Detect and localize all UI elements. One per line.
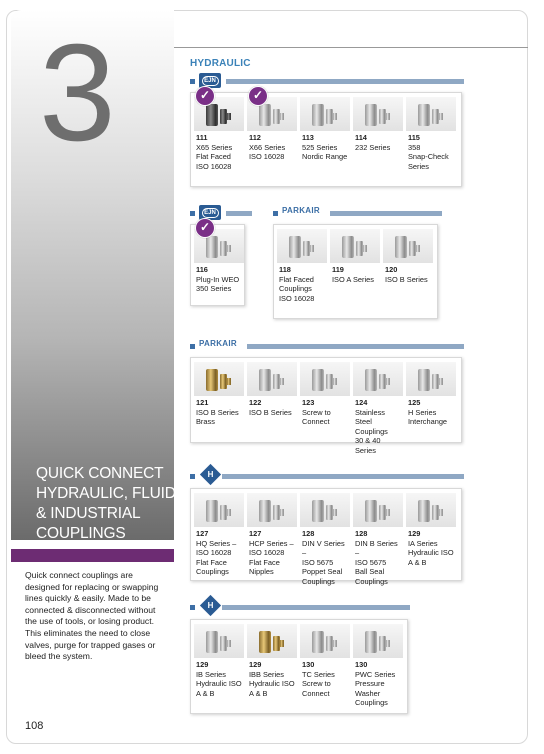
product-tile[interactable] [247,97,297,162]
coupling-part-shape [326,636,333,651]
product-image [247,624,297,658]
coupling-icon [308,100,342,128]
product-description-line: Stainless Steel [355,407,385,426]
product-description-line: ISO 16028 [249,152,285,161]
product-description-line: Hydraulic ISO [249,679,295,688]
product-image [300,493,350,527]
product-description-line: IA Series [408,538,438,548]
product-label [277,263,327,303]
product-label [300,527,350,586]
category-heading: HYDRAULIC [190,58,251,69]
product-description-line: 232 Series [355,142,391,152]
product-number: 119 [332,265,344,274]
coupling-part-shape [333,378,337,385]
coupling-part-shape [439,378,443,385]
product-image [194,493,244,527]
product-tile[interactable] [247,493,297,577]
product-description-line: Couplings [279,284,312,293]
product-description-line: ISO 16028 [196,161,232,171]
product-description-line: ISO B Series [385,274,428,284]
coupling-part-shape [220,636,227,651]
coupling-part-shape [418,369,430,391]
h-logo-text: H [207,470,214,479]
bullet-square [190,605,195,610]
chapter-sidebar [11,10,174,540]
coupling-part-shape [379,636,386,651]
coupling-icon [361,627,395,655]
coupling-part-shape [227,245,231,252]
product-description-line: Nipples [249,567,274,576]
product-number: 116 [196,265,208,274]
coupling-part-shape [220,241,227,256]
product-description-line: ISO 16028 [279,293,315,303]
coupling-part-shape [365,631,377,653]
product-number: 112 [249,133,261,142]
coupling-icon [202,365,236,393]
coupling-part-shape [220,374,227,389]
product-description-line: Couplings [196,567,229,576]
product-description-line: Couplings [302,576,335,586]
product-image [300,362,350,396]
product-card-group [190,488,462,586]
product-description-line: DIN V Series – [302,538,345,557]
coupling-icon [202,496,236,524]
checkmark-badge-icon: ✓ [195,86,215,106]
coupling-part-shape [310,245,314,252]
product-description-line: ISO B Series [196,407,239,417]
coupling-part-shape [259,104,271,126]
coupling-part-shape [416,245,420,252]
product-card-group [190,357,462,455]
product-description-line: Screw to [302,407,331,417]
product-description-line: Series [408,161,429,171]
product-tile[interactable] [194,493,244,577]
coupling-icon [414,100,448,128]
product-description-line: 30 & 40 Series [355,436,381,455]
product-description-line: ISO A Series [332,274,374,284]
product-image [247,362,297,396]
coupling-part-shape [333,113,337,120]
brand-bar [247,344,464,349]
coupling-part-shape [432,505,439,520]
product-tile[interactable] [353,362,403,455]
product-label [406,527,456,567]
coupling-part-shape [386,378,390,385]
product-description-line: TC Series [302,669,335,679]
brand-row-ejn-parkair [190,208,442,222]
bullet-square [190,211,195,216]
product-description-line: ISO B Series [249,407,292,417]
coupling-icon [391,232,425,260]
product-description-line: IB Series [196,669,226,679]
product-image [277,229,327,263]
product-description-line: Washer [355,688,381,698]
coupling-part-shape [227,509,231,516]
product-description-line: Ball Seal [355,567,385,576]
coupling-part-shape [280,378,284,385]
coupling-part-shape [439,113,443,120]
product-number: 124 [355,398,368,407]
product-image [300,624,350,658]
coupling-part-shape [395,236,407,258]
product-number: 129 [249,660,262,669]
coupling-part-shape [342,236,354,258]
brand-row-h [190,471,464,485]
product-description-line: Connect [302,417,330,426]
product-number: 111 [196,133,208,142]
coupling-part-shape [326,374,333,389]
purple-divider [11,549,174,562]
product-description-line: Connect [302,688,330,698]
coupling-part-shape [386,113,390,120]
coupling-part-shape [280,640,284,647]
coupling-icon [308,496,342,524]
bullet-square [190,474,195,479]
section-title: QUICK CONNECT HYDRAULIC, FLUID & INDUSTRIAL COUPLINGS [36,465,176,542]
h-logo [200,464,221,485]
product-label [330,263,380,284]
coupling-part-shape [386,640,390,647]
product-number: 114 [355,133,367,142]
coupling-part-shape [227,378,231,385]
product-image [194,362,244,396]
coupling-part-shape [273,636,280,651]
product-description-line: ISO 16028 [249,548,285,557]
coupling-part-shape [326,505,333,520]
coupling-part-shape [365,369,377,391]
bullet-square [190,79,195,84]
product-tile[interactable] [330,229,380,284]
coupling-icon [361,496,395,524]
coupling-part-shape [303,241,310,256]
product-label [194,658,244,698]
coupling-part-shape [206,236,218,258]
coupling-part-shape [312,500,324,522]
product-tile[interactable] [300,624,350,698]
product-number: 120 [385,265,398,274]
product-description-line: HCP Series – [249,538,294,548]
product-description-line: HQ Series – [196,538,237,548]
coupling-icon [255,365,289,393]
product-image [247,493,297,527]
product-tile[interactable] [194,229,244,294]
brand-row-h [190,602,410,616]
product-description-line: Hydraulic ISO [196,679,242,688]
coupling-part-shape [273,109,280,124]
coupling-icon [255,627,289,655]
coupling-icon [308,365,342,393]
coupling-part-shape [418,104,430,126]
intro-paragraph: Quick connect couplings are designed for replacing or swapping lines quickly & easily. Made to be connected & disconnected without the use of tools, or losing product. This eliminates the need to close valves, purge for trapped gases or bleed the system. [25,570,159,662]
coupling-part-shape [333,509,337,516]
coupling-icon [414,496,448,524]
product-number: 121 [196,398,209,407]
product-description-line: A & B [249,688,268,698]
product-description-line: Poppet Seal [302,567,343,576]
ejn-logo-text: EJN [202,208,219,218]
coupling-part-shape [432,109,439,124]
product-tile[interactable] [194,362,244,427]
product-label [353,131,403,152]
coupling-icon [361,100,395,128]
product-description-line: Flat Face [196,557,227,567]
parkair-logo: PARKAIR [282,206,320,215]
product-description-line: Flat Face [249,557,280,567]
product-description-line: Brass [196,417,215,426]
ejn-logo-text: EJN [202,76,219,86]
product-image [353,97,403,131]
product-label [353,527,403,586]
coupling-part-shape [312,631,324,653]
product-number: 127 [196,529,209,538]
coupling-icon [202,627,236,655]
product-description-line: Nordic Range [302,152,348,161]
product-label [194,263,244,294]
product-label [300,658,350,698]
product-tile[interactable] [247,624,297,698]
product-image [353,362,403,396]
product-image [406,493,456,527]
product-image [353,624,403,658]
coupling-part-shape [273,374,280,389]
product-number: 123 [302,398,315,407]
product-tile[interactable] [194,624,244,698]
product-number: 128 [302,529,315,538]
product-image [194,624,244,658]
product-description-line: ISO 16028 [196,548,232,557]
coupling-icon [361,365,395,393]
coupling-part-shape [379,505,386,520]
product-number: 128 [355,529,368,538]
coupling-part-shape [333,640,337,647]
product-label [247,527,297,577]
chapter-number: 3 [39,16,116,170]
product-image [383,229,433,263]
coupling-part-shape [280,509,284,516]
product-description-line: DIN B Series – [355,538,398,557]
coupling-part-shape [379,109,386,124]
product-tile[interactable] [383,229,433,284]
product-label [194,131,244,171]
product-description-line: PWC Series [355,669,396,679]
product-description-line: Snap-Check [408,152,449,161]
product-description-line: Pressure [355,679,385,688]
product-number: 113 [302,133,314,142]
product-description-line: H Series [408,407,437,417]
coupling-part-shape [273,505,280,520]
product-card-group [273,224,438,319]
product-tile[interactable] [406,493,456,567]
coupling-part-shape [409,241,416,256]
coupling-part-shape [326,109,333,124]
product-description-line: IBB Series [249,669,284,679]
coupling-part-shape [365,500,377,522]
product-description-line: Flat Faced [279,274,314,284]
product-description-line: Couplings [355,426,388,436]
checkmark-badge-icon: ✓ [195,218,215,238]
bullet-square [273,211,278,216]
product-tile[interactable] [353,97,403,152]
coupling-part-shape [365,104,377,126]
brand-bar [222,605,410,610]
product-number: 118 [279,265,291,274]
product-label [247,396,297,417]
product-number: 129 [196,660,209,669]
product-number: 130 [355,660,368,669]
coupling-part-shape [356,241,363,256]
coupling-icon [338,232,372,260]
product-tile[interactable] [247,362,297,417]
product-description-line: X66 Series [249,142,286,152]
brand-row-ejn [190,76,464,90]
page-number: 108 [25,720,44,732]
coupling-part-shape [379,374,386,389]
coupling-icon [285,232,319,260]
coupling-part-shape [432,374,439,389]
product-description-line: Screw to [302,679,331,688]
coupling-part-shape [312,104,324,126]
product-tile[interactable] [353,624,403,708]
coupling-part-shape [363,245,367,252]
product-description-line: Interchange [408,417,448,426]
product-number: 130 [302,660,315,669]
coupling-part-shape [312,369,324,391]
coupling-part-shape [227,640,231,647]
product-label [300,131,350,162]
product-description-line: Couplings [355,698,388,707]
product-description-line: 358 [408,142,421,152]
coupling-part-shape [259,500,271,522]
product-number: 127 [249,529,262,538]
product-label [406,396,456,427]
product-card-group [190,619,408,714]
product-number: 122 [249,398,262,407]
product-description-line: A & B [408,557,427,567]
product-tile[interactable] [406,362,456,427]
coupling-part-shape [439,509,443,516]
coupling-part-shape [206,631,218,653]
coupling-part-shape [206,104,218,126]
coupling-part-shape [206,369,218,391]
brand-bar [222,474,464,479]
coupling-part-shape [259,631,271,653]
coupling-part-shape [386,509,390,516]
product-description-line: Plug-In WEO [196,274,240,284]
brand-bar [226,79,464,84]
product-description-line: Hydraulic ISO [408,548,454,557]
product-label [383,263,433,284]
coupling-icon [308,627,342,655]
product-label [194,527,244,577]
product-image [353,493,403,527]
product-card-group [190,92,462,187]
product-tile[interactable] [353,493,403,586]
product-description-line: ISO 5675 [355,557,387,567]
product-description-line: A & B [196,688,215,698]
product-description-line: Flat Faced [196,152,231,161]
product-label [194,396,244,427]
product-tile[interactable] [406,97,456,171]
product-tile[interactable] [300,97,350,162]
h-logo [200,595,221,616]
product-image [330,229,380,263]
product-label [247,658,297,698]
product-number: 115 [408,133,420,142]
product-description-line: Couplings [355,576,388,586]
product-description-line: 525 Series [302,142,338,152]
coupling-icon [255,496,289,524]
product-description-line: 350 Series [196,284,232,293]
product-tile[interactable] [277,229,327,303]
coupling-part-shape [259,369,271,391]
product-label [247,131,297,162]
coupling-part-shape [280,113,284,120]
h-logo-text: H [207,601,214,610]
product-number: 125 [408,398,421,407]
coupling-part-shape [289,236,301,258]
coupling-part-shape [227,113,231,120]
product-label [353,658,403,708]
checkmark-badge-icon: ✓ [248,86,268,106]
header-rule [174,47,528,48]
coupling-icon [414,365,448,393]
product-label [300,396,350,427]
product-description-line: ISO 5675 [302,557,334,567]
product-image [406,97,456,131]
brand-row-parkair [190,341,464,355]
brand-bar [330,211,442,216]
product-number: 129 [408,529,421,538]
product-image [406,362,456,396]
product-tile[interactable] [300,362,350,427]
product-tile[interactable] [194,97,244,171]
product-image [300,97,350,131]
product-label [406,131,456,171]
product-tile[interactable] [300,493,350,586]
product-label [353,396,403,455]
product-description-line: X65 Series [196,142,233,152]
coupling-part-shape [418,500,430,522]
product-card-group [190,224,245,306]
coupling-part-shape [206,500,218,522]
coupling-part-shape [220,505,227,520]
bullet-square [190,344,195,349]
parkair-logo: PARKAIR [199,339,237,348]
coupling-part-shape [220,109,227,124]
brand-bar [226,211,252,216]
